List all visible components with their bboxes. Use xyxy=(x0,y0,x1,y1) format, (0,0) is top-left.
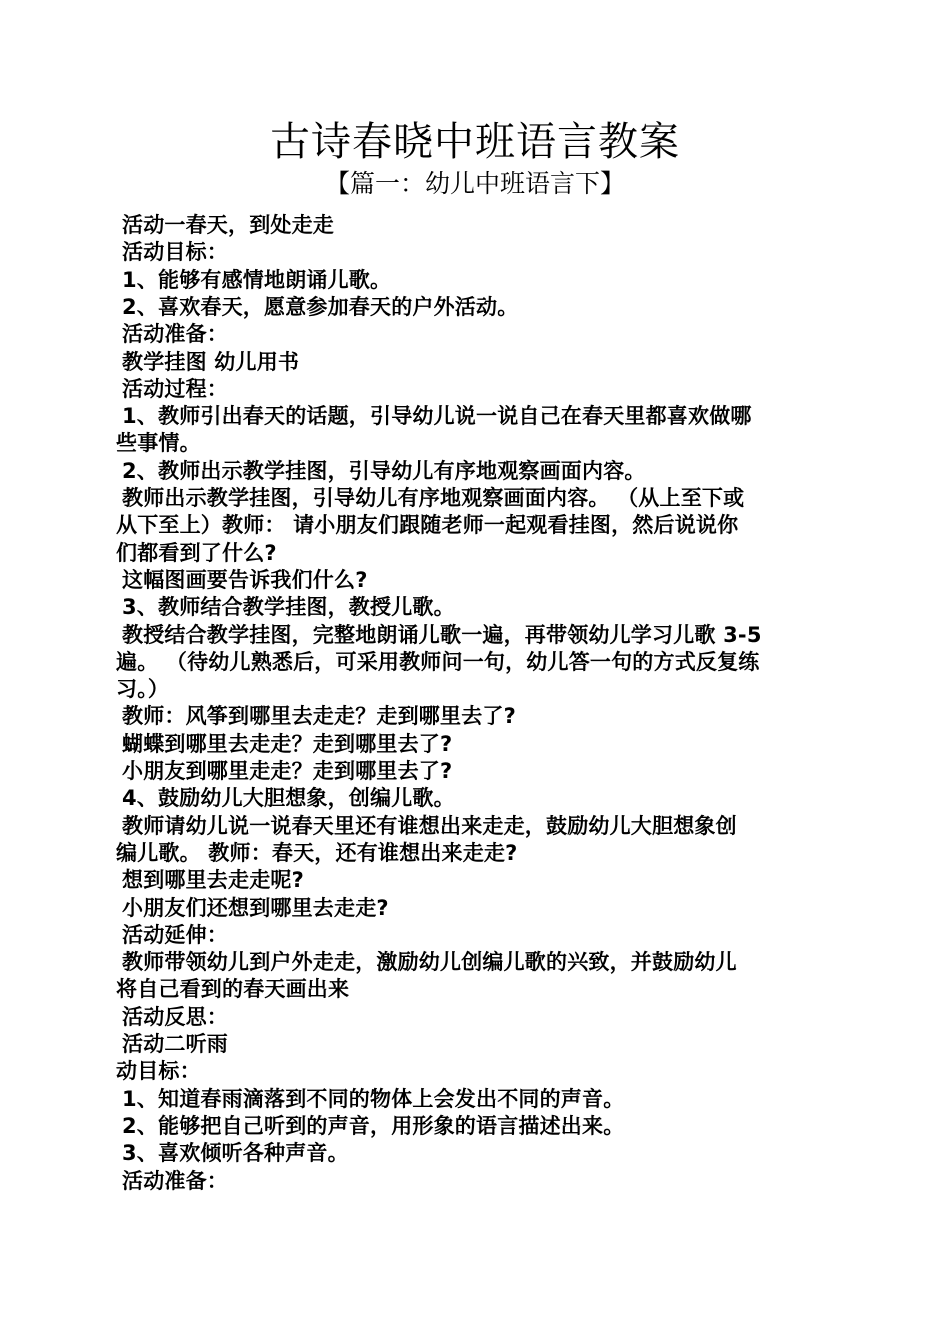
body-line: 活动反思： xyxy=(122,1004,228,1029)
body-line: 1、知道春雨滴落到不同的物体上会发出不同的声音。 xyxy=(122,1086,625,1111)
body-line: 4、鼓励幼儿大胆想象，创编儿歌。 xyxy=(122,786,455,811)
body-line: 2、教师出示教学挂图，引导幼儿有序地观察画面内容。 xyxy=(122,458,646,483)
body-line: 从下至上）教师： 请小朋友们跟随老师一起观看挂图，然后说说你 xyxy=(116,513,739,538)
body-line: 活动准备： xyxy=(122,322,228,347)
body-line: 动目标： xyxy=(116,1059,201,1084)
body-line: 活动过程： xyxy=(122,376,228,401)
body-line: 将自己看到的春天画出来 xyxy=(116,977,350,1002)
body-line: 3、教师结合教学挂图，教授儿歌。 xyxy=(122,595,455,620)
body-line: 1、能够有感情地朗诵儿歌。 xyxy=(122,267,392,292)
body-line: 们都看到了什么? xyxy=(116,540,277,565)
body-line: 遍。 （待幼儿熟悉后，可采用教师问一句，幼儿答一句的方式反复练 xyxy=(116,649,760,674)
body-line: 教师带领幼儿到户外走走，激励幼儿创编儿歌的兴致，并鼓励幼儿 xyxy=(122,950,737,975)
body-line: 活动目标： xyxy=(122,240,228,265)
document-subtitle: 【篇一：幼儿中班语言下】 xyxy=(324,169,625,198)
body-line: 活动二听雨 xyxy=(122,1032,228,1056)
body-line: 活动准备： xyxy=(122,1168,228,1193)
body-line: 习。） xyxy=(116,677,170,702)
body-line: 教师请幼儿说一说春天里还有谁想出来走走，鼓励幼儿大胆想象创 xyxy=(122,813,737,838)
body-line: 活动延伸： xyxy=(122,922,228,947)
body-line: 小朋友到哪里走走？走到哪里去了? xyxy=(122,759,453,783)
document-title: 古诗春晓中班语言教案 xyxy=(270,119,680,165)
body-line: 3、喜欢倾听各种声音。 xyxy=(122,1141,349,1166)
body-line: 2、能够把自己听到的声音，用形象的语言描述出来。 xyxy=(122,1113,625,1138)
body-line: 教师：风筝到哪里去走走？走到哪里去了? xyxy=(122,704,516,729)
body-line: 教师出示教学挂图，引导幼儿有序地观察画面内容。 （从上至下或 xyxy=(122,486,745,510)
body-line: 2、喜欢春天，愿意参加春天的户外活动。 xyxy=(122,294,519,319)
body-line: 小朋友们还想到哪里去走走? xyxy=(122,895,389,920)
body-line: 1、教师引出春天的话题，引导幼儿说一说自己在春天里都喜欢做哪 xyxy=(122,404,752,429)
body-line: 活动一春天，到处走走 xyxy=(122,213,334,237)
body-line: 想到哪里去走走呢? xyxy=(122,868,304,893)
body-line: 编儿歌。 教师：春天，还有谁想出来走走? xyxy=(116,840,518,865)
body-line: 些事情。 xyxy=(116,431,201,456)
body-line: 教授结合教学挂图，完整地朗诵儿歌一遍，再带领幼儿学习儿歌 3-5 xyxy=(122,622,762,647)
body-line: 这幅图画要告诉我们什么? xyxy=(122,567,368,592)
body-line: 蝴蝶到哪里去走走？走到哪里去了? xyxy=(122,731,453,756)
body-line: 教学挂图 幼儿用书 xyxy=(122,349,300,374)
